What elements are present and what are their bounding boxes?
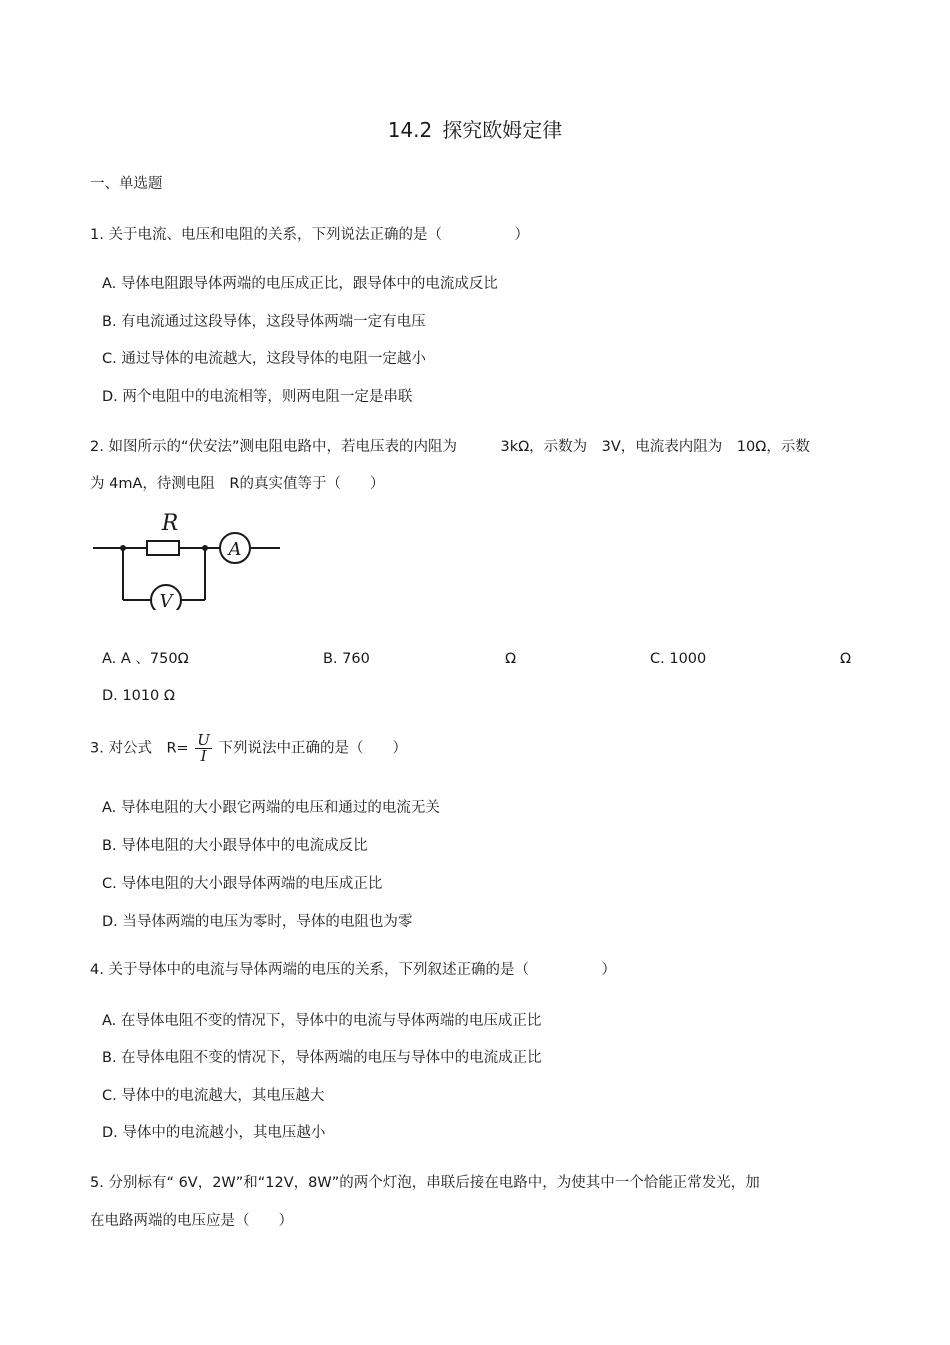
ammeter-label: A xyxy=(228,539,242,560)
q4-option-c: C. 导体中的电流越大，其电压越大 xyxy=(102,1088,325,1104)
formula-numerator: U xyxy=(197,731,210,749)
q3-formula-fraction xyxy=(195,733,212,764)
resistor-label: R xyxy=(161,511,179,536)
q2-stem-line1: 2. 如图所示的“伏安法”测电阻电路中，若电压表的内阻为 3kΩ，示数为 3V，电流表内阻为 10Ω，示数 xyxy=(90,439,810,455)
q2-stem-line2: 为 4mA，待测电阻 R的真实值等于（ ） xyxy=(90,476,385,492)
q1-option-c: C. 通过导体的电流越大，这段导体的电阻一定越小 xyxy=(102,351,426,367)
q3-option-b: B. 导体电阻的大小跟导体中的电流成反比 xyxy=(102,838,368,854)
q2-option-b: B. 760 xyxy=(323,651,370,667)
q3-option-c: C. 导体电阻的大小跟导体两端的电压成正比 xyxy=(102,876,383,892)
voltmeter-label: V xyxy=(159,591,173,610)
q3-stem-prefix: 3. 对公式 R= xyxy=(90,740,189,757)
q4-option-d: D. 导体中的电流越小，其电压越小 xyxy=(102,1125,326,1141)
q4-option-a: A. 在导体电阻不变的情况下，导体中的电流与导体两端的电压成正比 xyxy=(102,1013,542,1029)
q2-option-c: C. 1000 xyxy=(650,651,707,667)
q3-stem xyxy=(90,733,407,764)
page-title xyxy=(0,120,950,140)
q3-stem-suffix: 下列说法中正确的是（ ） xyxy=(218,740,408,757)
q2-option-c-unit: Ω xyxy=(840,651,852,667)
q5-stem-line2: 在电路两端的电压应是（ ） xyxy=(90,1213,293,1229)
section-heading: 一、单选题 xyxy=(90,176,163,192)
q1-option-a: A. 导体电阻跟导体两端的电压成正比，跟导体中的电流成反比 xyxy=(102,276,498,292)
q2-option-d: D. 1010 Ω xyxy=(102,688,175,704)
q3-option-d: D. 当导体两端的电压为零时，导体的电阻也为零 xyxy=(102,914,413,930)
q1-stem: 1. 关于电流、电压和电阻的关系，下列说法正确的是（ ） xyxy=(90,227,529,243)
q4-option-b: B. 在导体电阻不变的情况下，导体两端的电压与导体中的电流成正比 xyxy=(102,1050,542,1066)
q5-stem-line1: 5. 分别标有“ 6V，2W”和“12V，8W”的两个灯泡，串联后接在电路中，为使其中一个恰能正常发光，加 xyxy=(90,1175,760,1191)
q1-option-d: D. 两个电阻中的电流相等，则两电阻一定是串联 xyxy=(102,389,413,405)
title-text: 探究欧姆定律 xyxy=(442,118,563,142)
q2-option-b-unit: Ω xyxy=(505,651,517,667)
q2-option-a: A. A 、750Ω xyxy=(102,651,189,667)
q4-stem: 4. 关于导体中的电流与导体两端的电压的关系，下列叙述正确的是（ ） xyxy=(90,962,616,978)
q2-circuit-diagram xyxy=(90,505,290,610)
title-number: 14.2 xyxy=(387,118,433,142)
q3-option-a: A. 导体电阻的大小跟它两端的电压和通过的电流无关 xyxy=(102,800,440,816)
q1-option-b: B. 有电流通过这段导体，这段导体两端一定有电压 xyxy=(102,314,426,330)
formula-denominator: I xyxy=(200,747,207,765)
